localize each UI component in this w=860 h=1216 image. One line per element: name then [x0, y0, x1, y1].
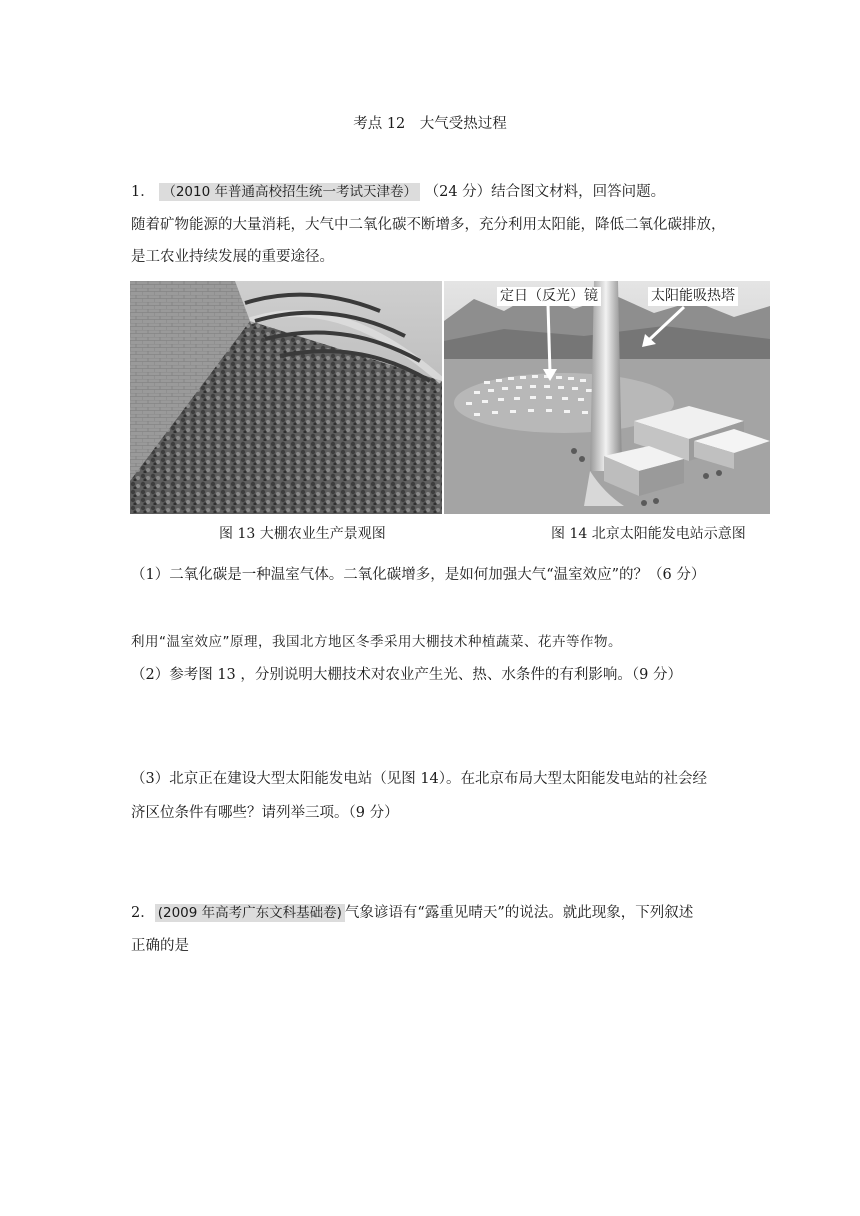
context-text: 利用“温室效应”原理，我国北方地区冬季采用大棚技术种植蔬菜、花卉等作物。: [131, 634, 622, 650]
label-solar-tower: 太阳能吸热塔: [648, 287, 738, 306]
page-title: 考点 12 大气受热过程: [353, 116, 507, 132]
question-source: (2009 年高考广东文科基础卷): [155, 904, 345, 922]
question-lead: （24 分）结合图文材料，回答问题。: [424, 184, 666, 200]
material-text: 随着矿物能源的大量消耗，大气中二氧化碳不断增多，充分利用太阳能，降低二氧化碳排放，: [131, 217, 726, 233]
sub-question-1: （1）二氧化碳是一种温室气体。二氧化碳增多，是如何加强大气“温室效应”的？（6 分）: [131, 567, 706, 583]
question-1-header: [131, 180, 665, 201]
material-text: 是工农业持续发展的重要途径。: [131, 249, 334, 265]
sub-question-2: （2）参考图 13 ，分别说明大棚技术对农业产生光、热、水条件的有利影响。（9 分）: [131, 667, 682, 683]
figure-14-solar-plant-illustration: [444, 281, 770, 514]
figure-13-greenhouse-photo: [130, 281, 442, 514]
question-number: 2．: [131, 905, 155, 921]
figure-14-caption: 图 14 北京太阳能发电站示意图: [551, 526, 746, 542]
question-number: 1．: [131, 184, 155, 200]
sub-question-3: （3）北京正在建设大型太阳能发电站（见图 14）。在北京布局大型太阳能发电站的社会经: [131, 771, 708, 787]
label-heliostat-mirror: 定日（反光）镜: [497, 287, 601, 306]
question-2-header: [131, 901, 693, 922]
question-source: （2010 年普通高校招生统一考试天津卷）: [159, 183, 420, 201]
figure-13-caption: 图 13 大棚农业生产景观图: [219, 526, 386, 542]
question-text: 正确的是: [131, 938, 189, 954]
sub-question-3-cont: 济区位条件有哪些？请列举三项。（9 分）: [131, 805, 399, 821]
question-text: 气象谚语有“露重见晴天”的说法。就此现象，下列叙述: [344, 905, 694, 921]
